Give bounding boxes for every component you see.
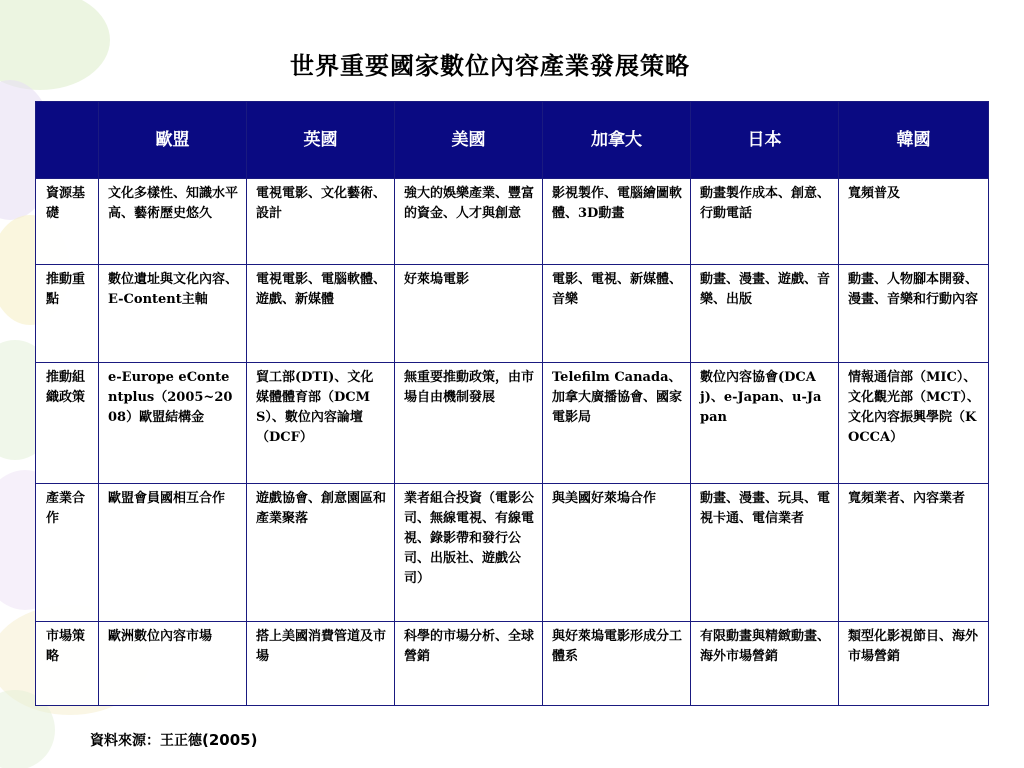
table-cell: 寬頻業者、內容業者: [839, 484, 989, 622]
source-year: (2005): [202, 731, 258, 749]
table-cell: 類型化影視節目、海外市場營銷: [839, 622, 989, 706]
table-row: [36, 179, 989, 265]
table-cell: 電影、電視、新媒體、音樂: [543, 265, 691, 363]
table-cell: 動畫、漫畫、遊戲、音樂、出版: [691, 265, 839, 363]
table-row: [36, 484, 989, 622]
table-cell: 數位內容協會(DCAj)、e-Japan、u-Japan: [691, 363, 839, 484]
row-header: 產業合作: [36, 484, 99, 622]
table-cell: 數位遺址與文化內容、E-Content主軸: [99, 265, 247, 363]
table-cell: 動畫製作成本、創意、行動電話: [691, 179, 839, 265]
table-cell: 寬頻普及: [839, 179, 989, 265]
column-header: 美國: [395, 102, 543, 179]
column-header: 加拿大: [543, 102, 691, 179]
table-cell: 歐洲數位內容市場: [99, 622, 247, 706]
table-cell: 科學的市場分析、全球營銷: [395, 622, 543, 706]
header-row: [36, 102, 989, 179]
table-row: [36, 622, 989, 706]
table-cell: 無重要推動政策，由市場自由機制發展: [395, 363, 543, 484]
table-cell: 動畫、漫畫、玩具、電視卡通、電信業者: [691, 484, 839, 622]
page-title: 世界重要國家數位內容產業發展策略: [290, 51, 690, 80]
table-cell: 動畫、人物腳本開發、漫畫、音樂和行動內容: [839, 265, 989, 363]
column-header: 歐盟: [99, 102, 247, 179]
table-cell: 與好萊塢電影形成分工體系: [543, 622, 691, 706]
table-row: [36, 363, 989, 484]
table-cell: 遊戲協會、創意園區和產業聚落: [247, 484, 395, 622]
header-corner: [36, 102, 99, 179]
table-cell: 文化多樣性、知識水平高、藝術歷史悠久: [99, 179, 247, 265]
table-cell: 影視製作、電腦繪圖軟體、3D動畫: [543, 179, 691, 265]
table-cell: 有限動畫與精緻動畫、海外市場營銷: [691, 622, 839, 706]
row-header: 市場策略: [36, 622, 99, 706]
table-cell: 電視電影、文化藝術、設計: [247, 179, 395, 265]
column-header: 日本: [691, 102, 839, 179]
column-header: 英國: [247, 102, 395, 179]
source-citation: [90, 730, 257, 750]
table-cell: 電視電影、電腦軟體、遊戲、新媒體: [247, 265, 395, 363]
column-header: 韓國: [839, 102, 989, 179]
table-row: [36, 265, 989, 363]
table-cell: 歐盟會員國相互合作: [99, 484, 247, 622]
table-cell: e-Europe eContentplus（2005~2008）歐盟結構金: [99, 363, 247, 484]
table-cell: 業者組合投資（電影公司、無線電視、有線電視、錄影帶和發行公司、出版社、遊戲公司）: [395, 484, 543, 622]
row-header: 推動組織政策: [36, 363, 99, 484]
row-header: 推動重點: [36, 265, 99, 363]
table-cell: 強大的娛樂產業、豐富的資金、人才與創意: [395, 179, 543, 265]
table-cell: 搭上美國消費管道及市場: [247, 622, 395, 706]
table-cell: 好萊塢電影: [395, 265, 543, 363]
table-cell: Telefilm Canada、加拿大廣播協會、國家電影局: [543, 363, 691, 484]
strategy-table: [35, 101, 989, 706]
row-header: 資源基礎: [36, 179, 99, 265]
table-cell: 貿工部(DTI)、文化媒體體育部（DCMS）、數位內容論壇（DCF）: [247, 363, 395, 484]
table-cell: 與美國好萊塢合作: [543, 484, 691, 622]
source-text: 資料來源：王正德: [90, 733, 202, 749]
table-cell: 情報通信部（MIC）、文化觀光部（MCT）、文化內容振興學院（KOCCA）: [839, 363, 989, 484]
